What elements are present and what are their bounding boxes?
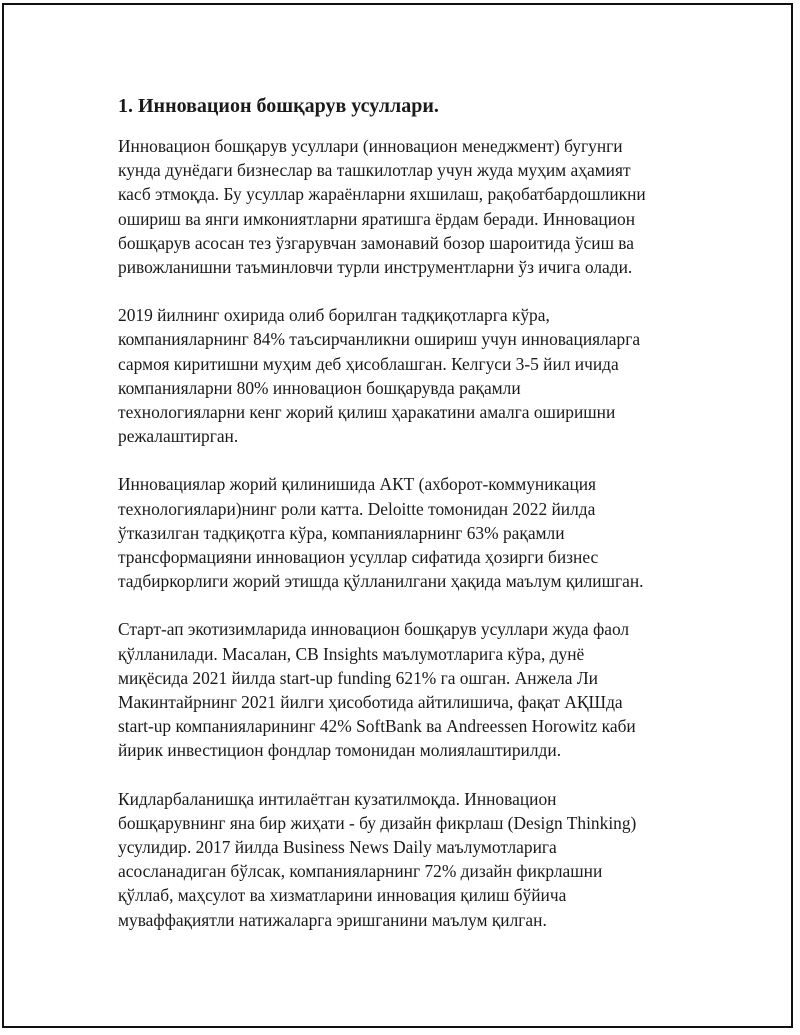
paragraph-startup	[118, 617, 698, 762]
text-line: технологиялари)нинг роли катта. Deloitte томонидан 2022 йилда	[118, 498, 596, 519]
text-line: режалаштирган.	[118, 426, 239, 447]
document-body	[118, 92, 698, 956]
text-line: миқёсида 2021 йилда start-up funding 621% га ошган. Анжела Ли	[118, 667, 598, 688]
text-line: қўллаб, маҳсулот ва хизматларини инновация қилиш бўйича	[118, 885, 567, 906]
paragraph-design-thinking	[118, 787, 698, 932]
section-heading: 1. Инновацион бошқарув усуллари.	[118, 95, 439, 117]
text-line: бошқарувнинг яна бир жиҳати - бу дизайн фикрлаш (Design Thinking)	[118, 812, 637, 833]
text-line: Кидларбаланишқа интилаётган кузатилмоқда. Инновацион	[118, 788, 557, 809]
text-line: сармоя киритишни муҳим деб ҳисоблашган. Келгуси 3-5 йил ичида	[118, 353, 619, 374]
text-line: 2019 йилнинг охирида олиб борилган тадқиқотларга кўра,	[118, 305, 550, 326]
text-line: асосланадиган бўлсак, компанияларнинг 72% дизайн фикрлашни	[118, 861, 603, 882]
text-line: Макинтайрнинг 2021 йилги ҳисоботида айтилишича, фақат АҚШда	[118, 692, 623, 713]
text-line: тадбиркорлиги жорий этишда қўлланилгани ҳақида маълум қилишган.	[118, 571, 644, 592]
text-line: кунда дунёдаги бизнеслар ва ташкилотлар учун жуда муҳим аҳамият	[118, 160, 631, 181]
text-line: технологияларни кенг жорий қилиш ҳаракатини амалга оширишни	[118, 402, 616, 423]
text-line: Инновациялар жорий қилинишида АКТ (ахборот-коммуникация	[118, 474, 597, 495]
text-line: Инновацион бошқарув усуллари (инновацион менеджмент) бугунги	[118, 136, 623, 156]
text-line: бошқарув асосан тез ўзгарувчан замонавий бозор шароитида ўсиш ва	[118, 232, 635, 253]
text-line: муваффақиятли натижаларга эришганини маълум қилган.	[118, 909, 547, 930]
paragraph-intro	[118, 134, 698, 279]
text-line: қўлланилади. Масалан, CB Insights маълумотларига кўра, дунё	[118, 643, 585, 664]
paragraph-2019-research	[118, 303, 698, 448]
text-line: Старт-ап экотизимларида инновацион бошқарув усуллари жуда фаол	[118, 619, 630, 640]
text-line: компанияларни 80% инновацион бошқарувда рақамли	[118, 377, 521, 398]
text-line: усулидир. 2017 йилда Business News Daily маълумотларига	[118, 837, 557, 858]
paragraph-ict	[118, 472, 698, 593]
text-line: ошириш ва янги имкониятларни яратишга ёрдам беради. Инновацион	[118, 208, 636, 229]
text-line: ўтказилган тадқиқотга кўра, компанияларнинг 63% рақамли	[118, 522, 565, 543]
text-line: start-up компанияларининг 42% SoftBank ва Andreessen Horowitz каби	[118, 716, 636, 737]
text-line: трансформацияни инновацион усуллар сифатида ҳозирги бизнес	[118, 547, 599, 568]
text-line: касб этмоқда. Бу усуллар жараёнларни яхшилаш, рақобатбардошликни	[118, 184, 646, 205]
text-line: ривожланишни таъминловчи турли инструментларни ўз ичига олади.	[118, 257, 633, 278]
text-line: йирик инвестицион фондлар томонидан молиялаштирилди.	[118, 740, 562, 761]
text-line: компанияларнинг 84% таъсирчанликни ошириш учун инновацияларга	[118, 329, 641, 350]
